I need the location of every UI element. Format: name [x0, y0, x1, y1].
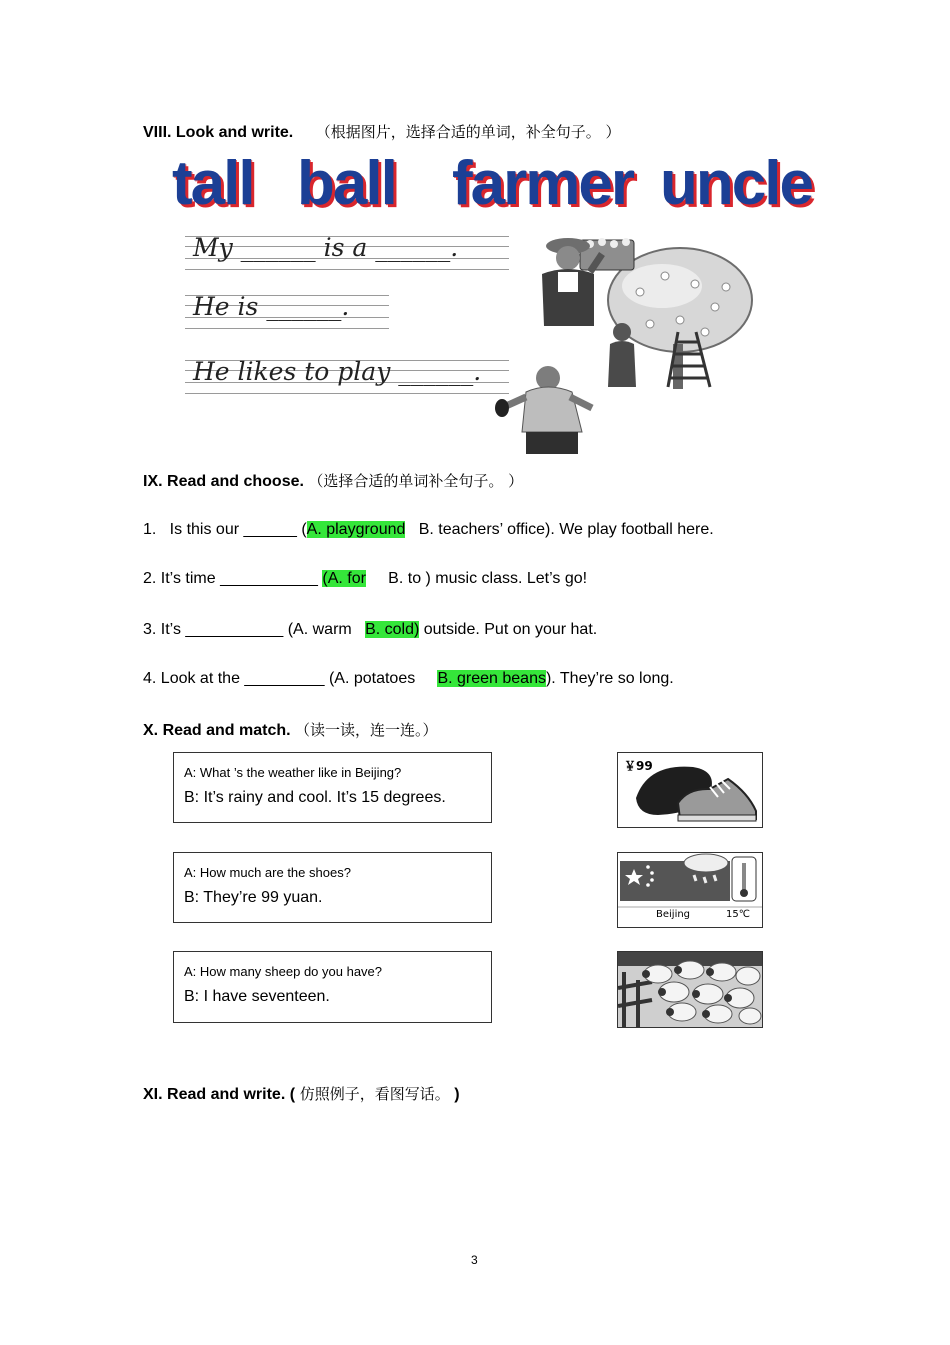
dialog-1-question: A: What ’s the weather like in Beijing? [184, 765, 402, 780]
writing-line-1-text: My ______ is a ______. [193, 233, 459, 262]
section-9-title: IX. Read and choose. [143, 473, 304, 490]
writing-line-1 [185, 233, 509, 270]
section-9-instruction: （选择合适的单词补全句子。 ） [308, 472, 524, 490]
section-8-header [143, 121, 620, 142]
question-4-answer: B. green beans [437, 670, 546, 687]
question-4-rest: ). They’re so long. [545, 670, 674, 687]
section-11-instruction: 仿照例子，看图写话。 [295, 1085, 450, 1103]
question-2-rest: B. to ) music class. Let’s go! [365, 570, 588, 587]
section-8-instruction: （根据图片，选择合适的单词，补全句子。 ） [315, 123, 621, 141]
dialog-2-answer: B: They’re 99 yuan. [184, 889, 323, 906]
section-10-header [143, 719, 438, 740]
dialog-box-3 [173, 951, 492, 1023]
word-ball: ball [297, 149, 396, 218]
section-11-close: ) [449, 1086, 460, 1103]
section-10-title: X. Read and match. [143, 722, 291, 739]
weather-picture [617, 852, 763, 928]
question-2-text: 2. It’s time ___________ [143, 570, 323, 587]
weather-city-label: Beijing [656, 909, 691, 920]
farmer-tree-illustration [490, 232, 770, 454]
page-number: 3 [471, 1253, 478, 1267]
shoes-picture [617, 752, 763, 828]
sheep-picture [617, 951, 763, 1028]
question-1-rest: B. teachers’ office). We play football here. [405, 521, 714, 538]
section-10-instruction: （读一读，连一连。） [295, 721, 438, 739]
dialog-box-2 [173, 852, 492, 923]
question-3-rest: outside. Put on your hat. [419, 621, 598, 638]
word-tall: tall [172, 149, 254, 218]
question-4-text: 4. Look at the _________ (A. potatoes [143, 670, 438, 687]
question-1 [143, 521, 714, 539]
dialog-2-question: A: How much are the shoes? [184, 865, 351, 880]
question-1-text: 1. Is this our ______ ( [143, 521, 307, 538]
word-uncle: uncle [660, 149, 812, 218]
question-2-answer: (A. for [322, 570, 366, 587]
shoe-price-label: ￥99 [624, 759, 653, 773]
section-8-title: VIII. Look and write. [143, 124, 294, 141]
section-9-header [143, 470, 523, 491]
question-3-text: 3. It’s ___________ (A. warm [143, 621, 366, 638]
shoes-icon [618, 753, 762, 827]
question-1-answer: A. playground [306, 521, 406, 538]
writing-line-3 [185, 357, 509, 394]
writing-line-2-text: He is ______. [193, 292, 350, 321]
dialog-3-question: A: How many sheep do you have? [184, 964, 383, 979]
section-11-header [143, 1083, 460, 1104]
word-farmer: farmer [452, 149, 633, 218]
sheep-icon [618, 952, 762, 1027]
section-11-title: XI. Read and write. ( [143, 1086, 296, 1103]
question-2 [143, 570, 587, 588]
question-4 [143, 670, 674, 688]
writing-line-3-text: He likes to play ______. [193, 357, 482, 386]
dialog-box-1 [173, 752, 492, 823]
writing-line-2 [185, 292, 389, 329]
dialog-3-answer: B: I have seventeen. [184, 988, 330, 1005]
dialog-1-answer: B: It’s rainy and cool. It’s 15 degrees. [184, 789, 446, 806]
question-3-answer: B. cold) [365, 621, 420, 638]
question-3 [143, 621, 597, 639]
weather-temp-label: 15℃ [726, 909, 750, 920]
